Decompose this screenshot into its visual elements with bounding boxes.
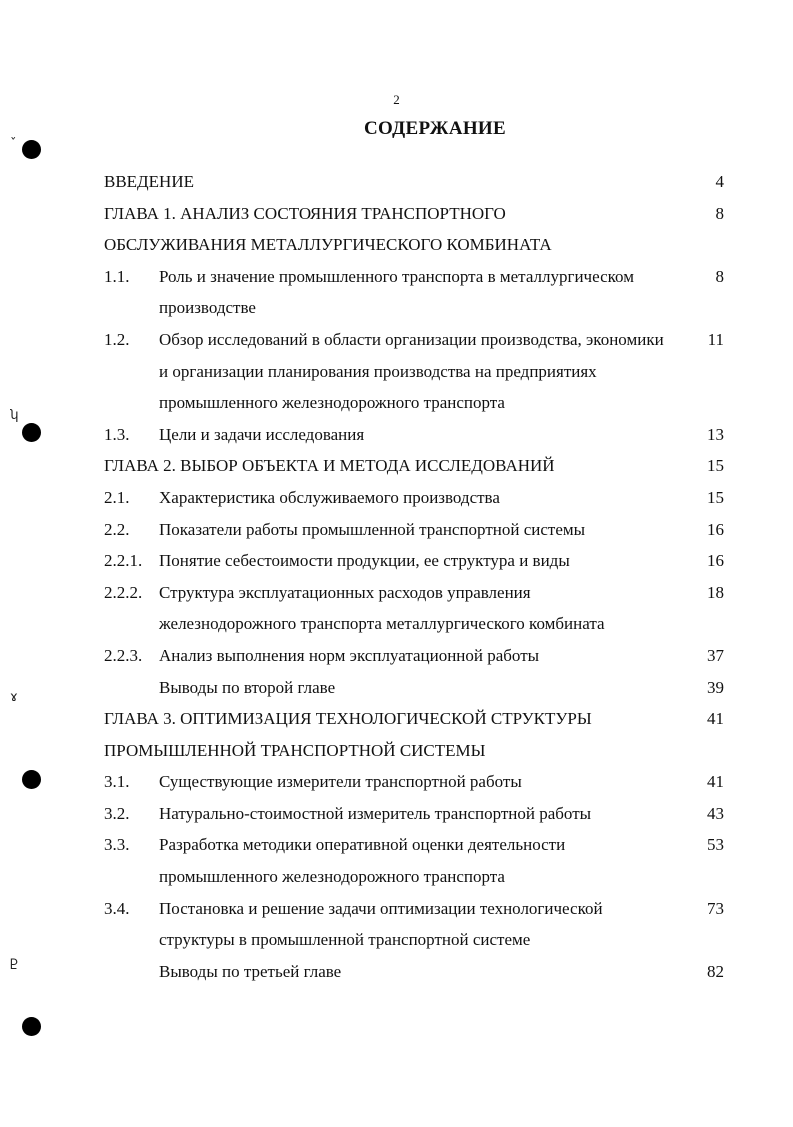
toc-entry-page: 82 bbox=[707, 961, 724, 981]
toc-entry-number: 2.2.3. bbox=[104, 645, 143, 665]
toc-entry-page: 8 bbox=[715, 266, 724, 286]
toc-entry-page: 43 bbox=[707, 803, 724, 823]
toc-entry-number: 1.3. bbox=[104, 424, 130, 444]
table-of-contents bbox=[104, 166, 724, 987]
toc-entry-number: 3.1. bbox=[104, 772, 130, 792]
toc-entry[interactable] bbox=[104, 703, 724, 766]
toc-entry-number: 2.1. bbox=[104, 487, 130, 507]
toc-entry-text: Постановка и решение задачи оптимизации технологической структуры в промышленной транспортной системе bbox=[159, 898, 603, 950]
toc-entry-text: ГЛАВА 2. ВЫБОР ОБЪЕКТА И МЕТОДА ИССЛЕДОВАНИЙ bbox=[104, 456, 555, 476]
toc-entry-number: 2.2. bbox=[104, 519, 130, 539]
toc-entry-text: Обзор исследований в области организации производства, экономики и организации планирования производства на предприятиях промышленного железнодорожного транспорта bbox=[159, 329, 664, 413]
toc-entry-text: Выводы по второй главе bbox=[159, 677, 336, 697]
toc-entry-text: Натурально-стоимостной измеритель транспортной работы bbox=[159, 803, 592, 823]
toc-entry-text: ГЛАВА 3. ОПТИМИЗАЦИЯ ТЕХНОЛОГИЧЕСКОЙ СТРУКТУРЫ ПРОМЫШЛЕННОЙ ТРАНСПОРТНОЙ СИСТЕМЫ bbox=[104, 709, 592, 760]
toc-entry-text: Цели и задачи исследования bbox=[159, 424, 365, 444]
toc-entry-page: 15 bbox=[707, 487, 724, 507]
toc-entry-number: 2.2.1. bbox=[104, 551, 143, 571]
toc-entry-page: 16 bbox=[707, 519, 724, 539]
toc-entry-page: 41 bbox=[707, 772, 724, 792]
toc-entry-page: 4 bbox=[715, 172, 724, 191]
toc-entry[interactable] bbox=[104, 893, 724, 956]
toc-entry[interactable] bbox=[104, 450, 724, 482]
toc-entry-text: Характеристика обслуживаемого производства bbox=[159, 487, 500, 507]
toc-entry-number bbox=[104, 956, 159, 988]
toc-entry-number: 1.1. bbox=[104, 266, 130, 286]
toc-entry-page: 16 bbox=[707, 551, 724, 571]
toc-entry-page: 37 bbox=[707, 645, 724, 665]
toc-entry-page: 73 bbox=[707, 898, 724, 918]
toc-entry-page: 13 bbox=[707, 424, 724, 444]
toc-entry[interactable] bbox=[104, 324, 724, 419]
toc-entry[interactable] bbox=[104, 545, 724, 577]
margin-mark: ɤ bbox=[10, 690, 18, 705]
toc-entry-number: 1.2. bbox=[104, 329, 130, 349]
toc-entry-text: Показатели работы промышленной транспортной системы bbox=[159, 519, 586, 539]
toc-entry-text: Разработка методики оперативной оценки деятельности промышленного железнодорожного транспорта bbox=[159, 835, 566, 887]
toc-entry-number: 2.2.2. bbox=[104, 582, 143, 602]
punch-hole bbox=[22, 770, 41, 789]
toc-entry-text: Анализ выполнения норм эксплуатационной работы bbox=[159, 645, 540, 665]
toc-entry-text: Понятие себестоимости продукции, ее структура и виды bbox=[159, 551, 570, 571]
toc-entry-page: 8 bbox=[715, 203, 724, 223]
toc-entry-text: Существующие измерители транспортной работы bbox=[159, 772, 522, 792]
toc-entry-page: 53 bbox=[707, 835, 724, 855]
punch-hole bbox=[22, 423, 41, 442]
toc-entry[interactable] bbox=[104, 766, 724, 798]
toc-entry-page: 18 bbox=[707, 582, 724, 602]
toc-entry[interactable] bbox=[104, 198, 724, 261]
toc-entry[interactable] bbox=[104, 261, 724, 324]
toc-entry-page: 39 bbox=[707, 677, 724, 697]
toc-entry[interactable] bbox=[104, 829, 724, 892]
margin-mark: Ⴒ bbox=[10, 958, 19, 973]
toc-entry-text: Роль и значение промышленного транспорта в металлургическом производстве bbox=[159, 266, 634, 318]
punch-hole bbox=[22, 1017, 41, 1036]
toc-entry[interactable] bbox=[104, 672, 724, 704]
toc-entry[interactable] bbox=[104, 419, 724, 451]
toc-entry-page: 11 bbox=[707, 329, 724, 349]
punch-hole bbox=[22, 140, 41, 159]
toc-entry-text: Выводы по третьей главе bbox=[159, 961, 342, 981]
toc-entry[interactable] bbox=[104, 166, 724, 198]
toc-entry[interactable] bbox=[104, 514, 724, 546]
page-title: СОДЕРЖАНИЕ bbox=[364, 118, 506, 139]
toc-entry[interactable] bbox=[104, 798, 724, 830]
page-number: 2 bbox=[393, 92, 400, 107]
toc-entry[interactable] bbox=[104, 640, 724, 672]
margin-mark: ʮ bbox=[10, 408, 19, 423]
margin-mark: ˇ bbox=[10, 137, 17, 152]
toc-entry-text: ВВЕДЕНИЕ bbox=[104, 172, 194, 191]
toc-entry[interactable] bbox=[104, 482, 724, 514]
toc-entry-number: 3.3. bbox=[104, 835, 130, 855]
toc-entry-page: 41 bbox=[707, 709, 724, 729]
toc-entry-text: ГЛАВА 1. АНАЛИЗ СОСТОЯНИЯ ТРАНСПОРТНОГО ОБСЛУЖИВАНИЯ МЕТАЛЛУРГИЧЕСКОГО КОМБИНАТА bbox=[104, 203, 552, 255]
toc-entry-page: 15 bbox=[707, 456, 724, 476]
toc-entry-number bbox=[104, 672, 159, 704]
toc-entry[interactable] bbox=[104, 956, 724, 988]
toc-entry-text: Структура эксплуатационных расходов управления железнодорожного транспорта металлургического комбината bbox=[159, 582, 605, 634]
toc-entry[interactable] bbox=[104, 577, 724, 640]
toc-entry-number: 3.2. bbox=[104, 803, 130, 823]
toc-entry-number: 3.4. bbox=[104, 898, 130, 918]
